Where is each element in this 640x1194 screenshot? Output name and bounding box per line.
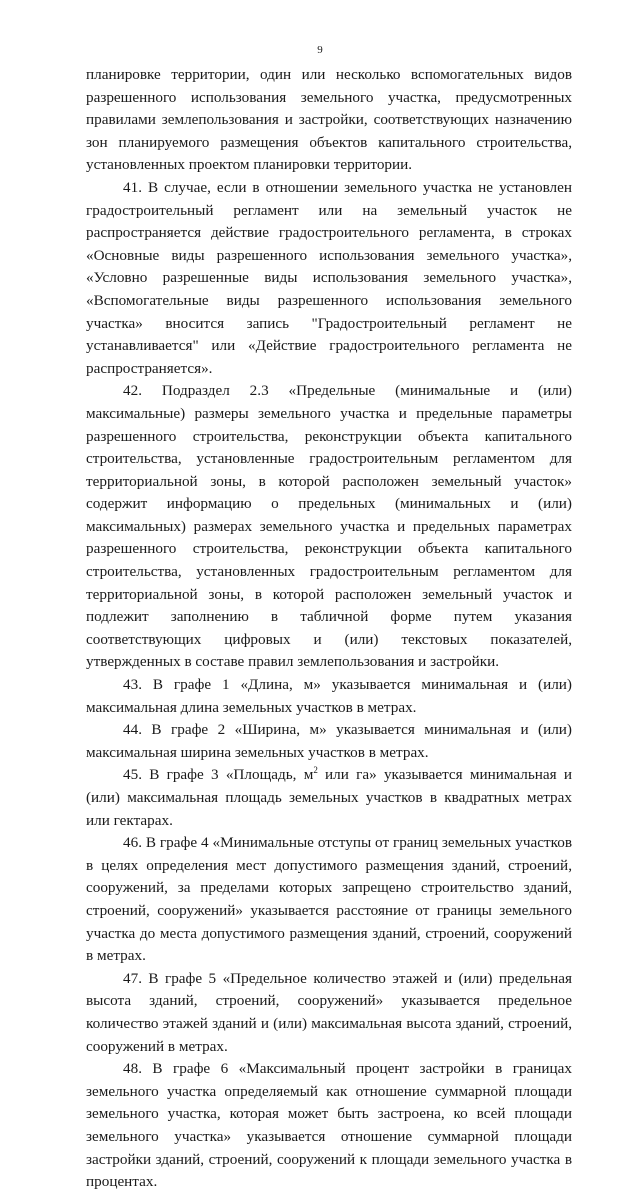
paragraph-45 (86, 764, 572, 832)
page-number: 9 (317, 44, 323, 56)
paragraph-continuation: планировке территории, один или несколько вспомогательных видов разрешенного использования земельного участка, предусмотренных правилами землепользования и застройки, соответствующих назначению зон планируемого размещения объектов капитального строительства, установленных проектом планировки территории. (86, 66, 572, 174)
paragraph-48: 48. В графе 6 «Максимальный процент застройки в границах земельного участка определяемый как отношение суммарной площади земельного участка, которая может быть застроена, ко всей площади земельного участка» указывается отношение суммарной площади застройки зданий, строений, сооружений к площади земельного участка в процентах. (86, 1060, 572, 1191)
document-text (86, 64, 572, 1194)
paragraph-41: 41. В случае, если в отношении земельного участка не установлен градостроительный регламент или на земельный участок не распространяется действие градостроительного регламента, в строках «Основные виды разрешенного использования земельного участка», «Условно разрешенные виды использования земельного участка», «Вспомогательные виды разрешенного использования земельного участка» вносится запись "Градостроительный регламент не устанавливается" или «Действие градостроительного регламента не распространяется». (86, 178, 572, 377)
superscript-two: 2 (313, 765, 318, 776)
paragraph-42: 42. Подраздел 2.3 «Предельные (минимальные и (или) максимальные) размеры земельного участка и предельные параметры разрешенного строительства, реконструкции объекта капитального строительства, установленные градостроительным регламентом для территориальной зоны, в которой расположен земельный участок» содержит информацию о предельных (минимальных и (или) максимальных) размерах земельного участка и предельных параметрах разрешенного строительства, реконструкции объекта капитального строительства, установленных градостроительным регламентом для территориальной зоны, в которой расположен земельный участок и подлежит заполнению в табличной форме путем указания соответствующих цифровых и (или) текстовых показателей, утвержденных в составе правил землепользования и застройки. (86, 382, 572, 671)
paragraph-47: 47. В графе 5 «Предельное количество этажей и (или) предельная высота зданий, строений, сооружений» указывается предельное количество этажей зданий и (или) максимальная высота зданий, строений, сооружений в метрах. (86, 969, 572, 1055)
paragraph-45-end: или га» указывается минимальная и (или) максимальная площадь земельных участков в квадратных метрах или гектарах. (86, 766, 572, 829)
paragraph-46: 46. В графе 4 «Минимальные отступы от границ земельных участков в целях определения мест допустимого размещения зданий, строений, сооружений, за пределами которых запрещено строительство зданий, строений, сооружений» указывается расстояние от границы земельного участка до места допустимого размещения зданий, строений, сооружений в метрах. (86, 834, 572, 965)
paragraph-43: 43. В графе 1 «Длина, м» указывается минимальная и (или) максимальная длина земельных участков в метрах. (86, 676, 572, 716)
paragraph-45-start: 45. В графе 3 «Площадь, м (123, 766, 314, 784)
paragraph-44: 44. В графе 2 «Ширина, м» указывается минимальная и (или) максимальная ширина земельных участков в метрах. (86, 721, 572, 761)
